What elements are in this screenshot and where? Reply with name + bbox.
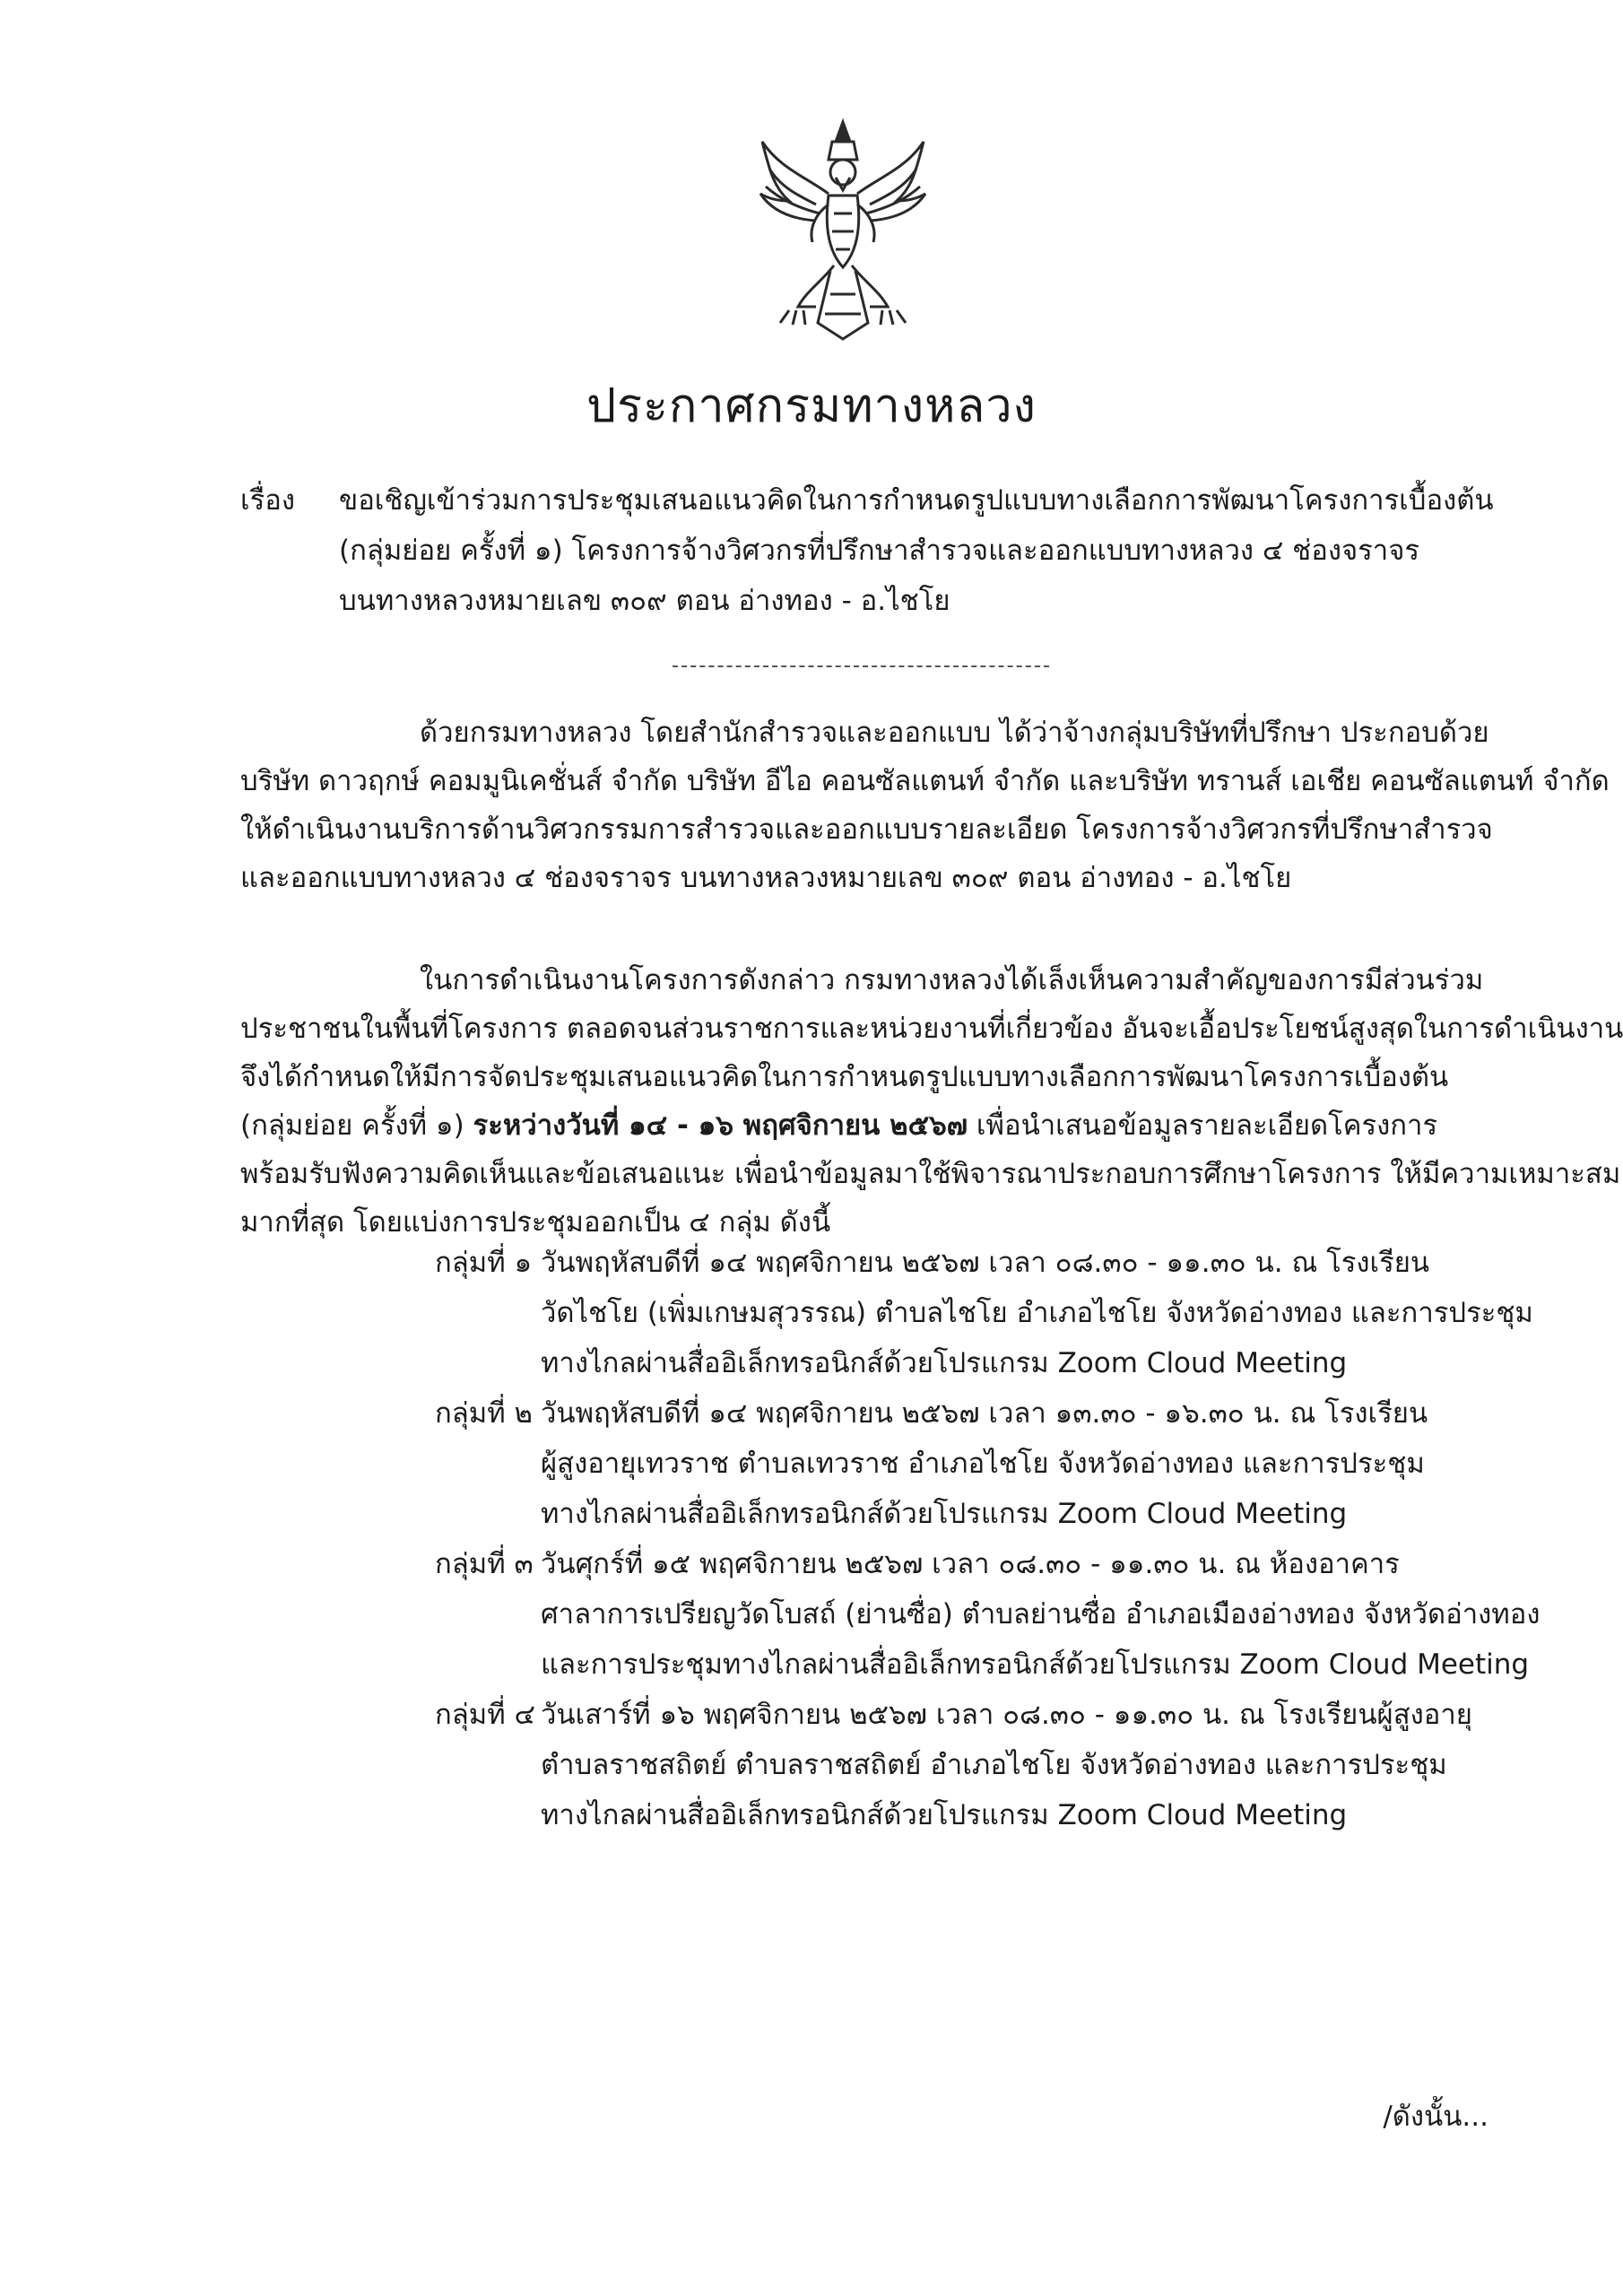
group-line: ทางไกลผ่านสื่ออิเล็กทรอนิกส์ด้วยโปรแกรม Zoom Cloud Meeting [541,1347,1348,1379]
group-line: วันเสาร์ที่ ๑๖ พฤศจิกายน ๒๕๖๗ เวลา ๐๘.๓๐ - ๑๑.๓๐ น. ณ โรงเรียนผู้สูงอายุ [541,1699,1472,1731]
paragraph-line: ด้วยกรมทางหลวง โดยสำนักสำรวจและออกแบบ ได้ว่าจ้างกลุ่มบริษัทที่ปรึกษา ประกอบด้วย [420,717,1489,749]
paragraph-text: (กลุ่มย่อย ครั้งที่ ๑) [240,1109,464,1142]
group-line: ทางไกลผ่านสื่ออิเล็กทรอนิกส์ด้วยโปรแกรม Zoom Cloud Meeting [541,1799,1348,1831]
subject-text [339,475,1505,626]
meeting-groups-list [435,1238,1541,1840]
group-line: ทางไกลผ่านสื่ออิเล็กทรอนิกส์ด้วยโปรแกรม Zoom Cloud Meeting [541,1498,1348,1530]
group-line: ผู้สูงอายุเทวราช ตำบลเทวราช อำเภอไชโย จังหวัดอ่างทอง และการประชุม [541,1448,1425,1480]
group-line: ตำบลราชสถิตย์ ตำบลราชสถิตย์ อำเภอไชโย จังหวัดอ่างทอง และการประชุม [541,1749,1447,1781]
paragraph-line: ให้ดำเนินงานบริการด้านวิศวกรรมการสำรวจและออกแบบรายละเอียด โครงการจ้างวิศวกรที่ปรึกษาสำรวจ [240,813,1493,846]
subject-label: เรื่อง [240,484,296,517]
paragraph-line-with-dates [240,1101,1505,1150]
group-line: และการประชุมทางไกลผ่านสื่ออิเล็กทรอนิกส์ด้วยโปรแกรม Zoom Cloud Meeting [541,1648,1530,1681]
subject-line: (กลุ่มย่อย ครั้งที่ ๑) โครงการจ้างวิศวกรที่ปรึกษาสำรวจและออกแบบทางหลวง ๔ ช่องจราจร [339,535,1420,567]
subject-line: บนทางหลวงหมายเลข ๓๐๙ ตอน อ่างทอง - อ.ไชโย [339,585,950,617]
paragraph-line: ในการดำเนินงานโครงการดังกล่าว กรมทางหลวงได้เล็งเห็นความสำคัญของการมีส่วนร่วม [420,964,1484,996]
group-label: กลุ่มที่ ๒ [435,1397,533,1430]
document-title: ประกาศกรมทางหลวง [586,379,1037,433]
intro-paragraph [240,709,1610,902]
group-line: วันพฤหัสบดีที่ ๑๔ พฤศจิกายน ๒๕๖๗ เวลา ๐๘.๓๐ - ๑๑.๓๐ น. ณ โรงเรียน [541,1247,1430,1279]
meeting-group-2 [435,1388,1511,1539]
group-label: กลุ่มที่ ๓ [435,1548,534,1580]
paragraph-text: เพื่อนำเสนอข้อมูลรายละเอียดโครงการ [976,1109,1438,1142]
purpose-paragraph [240,956,1623,1247]
paragraph-line: จึงได้กำหนดให้มีการจัดประชุมเสนอแนวคิดในการกำหนดรูปแบบทางเลือกการพัฒนาโครงการเบื้องต้น [240,1061,1449,1093]
group-label: กลุ่มที่ ๑ [435,1247,533,1279]
paragraph-line: ประชาชนในพื้นที่โครงการ ตลอดจนส่วนราชการและหน่วยงานที่เกี่ยวข้อง อันจะเอื้อประโยชน์สูงสุดในการดำเนินงาน [240,1013,1623,1045]
group-label: กลุ่มที่ ๔ [435,1699,535,1731]
garuda-emblem-icon [753,115,933,348]
group-line: วัดไชโย (เพิ่มเกษมสุวรรณ) ตำบลไชโย อำเภอไชโย จังหวัดอ่างทอง และการประชุม [541,1297,1533,1329]
paragraph-line: มากที่สุด โดยแบ่งการประชุมออกเป็น ๔ กลุ่ม ดังนี้ [240,1206,831,1239]
meeting-date-range: ระหว่างวันที่ ๑๔ - ๑๖ พฤศจิกายน ๒๕๖๗ [473,1109,968,1142]
group-line: วันศุกร์ที่ ๑๕ พฤศจิกายน ๒๕๖๗ เวลา ๐๘.๓๐ - ๑๑.๓๐ น. ณ ห้องอาคาร [541,1548,1400,1580]
meeting-group-3 [435,1539,1541,1690]
meeting-group-4 [435,1690,1511,1840]
subject-line: ขอเชิญเข้าร่วมการประชุมเสนอแนวคิดในการกำหนดรูปแบบทางเลือกการพัฒนาโครงการเบื้องต้น [339,484,1494,517]
paragraph-line: บริษัท ดาวฤกษ์ คอมมูนิเคชั่นส์ จำกัด บริษัท อีไอ คอนซัลแตนท์ จำกัด และบริษัท ทรานส์ เอเชีย คอนซัลแตนท์ จำกัด [240,765,1610,797]
meeting-group-1 [435,1238,1533,1388]
continued-marker: /ดังนั้น... [1383,2100,1488,2133]
paragraph-line: และออกแบบทางหลวง ๔ ช่องจราจร บนทางหลวงหมายเลข ๓๐๙ ตอน อ่างทอง - อ.ไชโย [240,862,1292,894]
paragraph-line: พร้อมรับฟังความคิดเห็นและข้อเสนอแนะ เพื่อนำข้อมูลมาใช้พิจารณาประกอบการศึกษาโครงการ ให้มีความเหมาะสม [240,1158,1621,1190]
group-line: ศาลาการเปรียญวัดโบสถ์ (ย่านซื่อ) ตำบลย่านซื่อ อำเภอเมืองอ่างทอง จังหวัดอ่างทอง [541,1598,1541,1631]
dashed-divider [673,665,1049,667]
group-line: วันพฤหัสบดีที่ ๑๔ พฤศจิกายน ๒๕๖๗ เวลา ๑๓.๓๐ - ๑๖.๓๐ น. ณ โรงเรียน [541,1397,1428,1430]
